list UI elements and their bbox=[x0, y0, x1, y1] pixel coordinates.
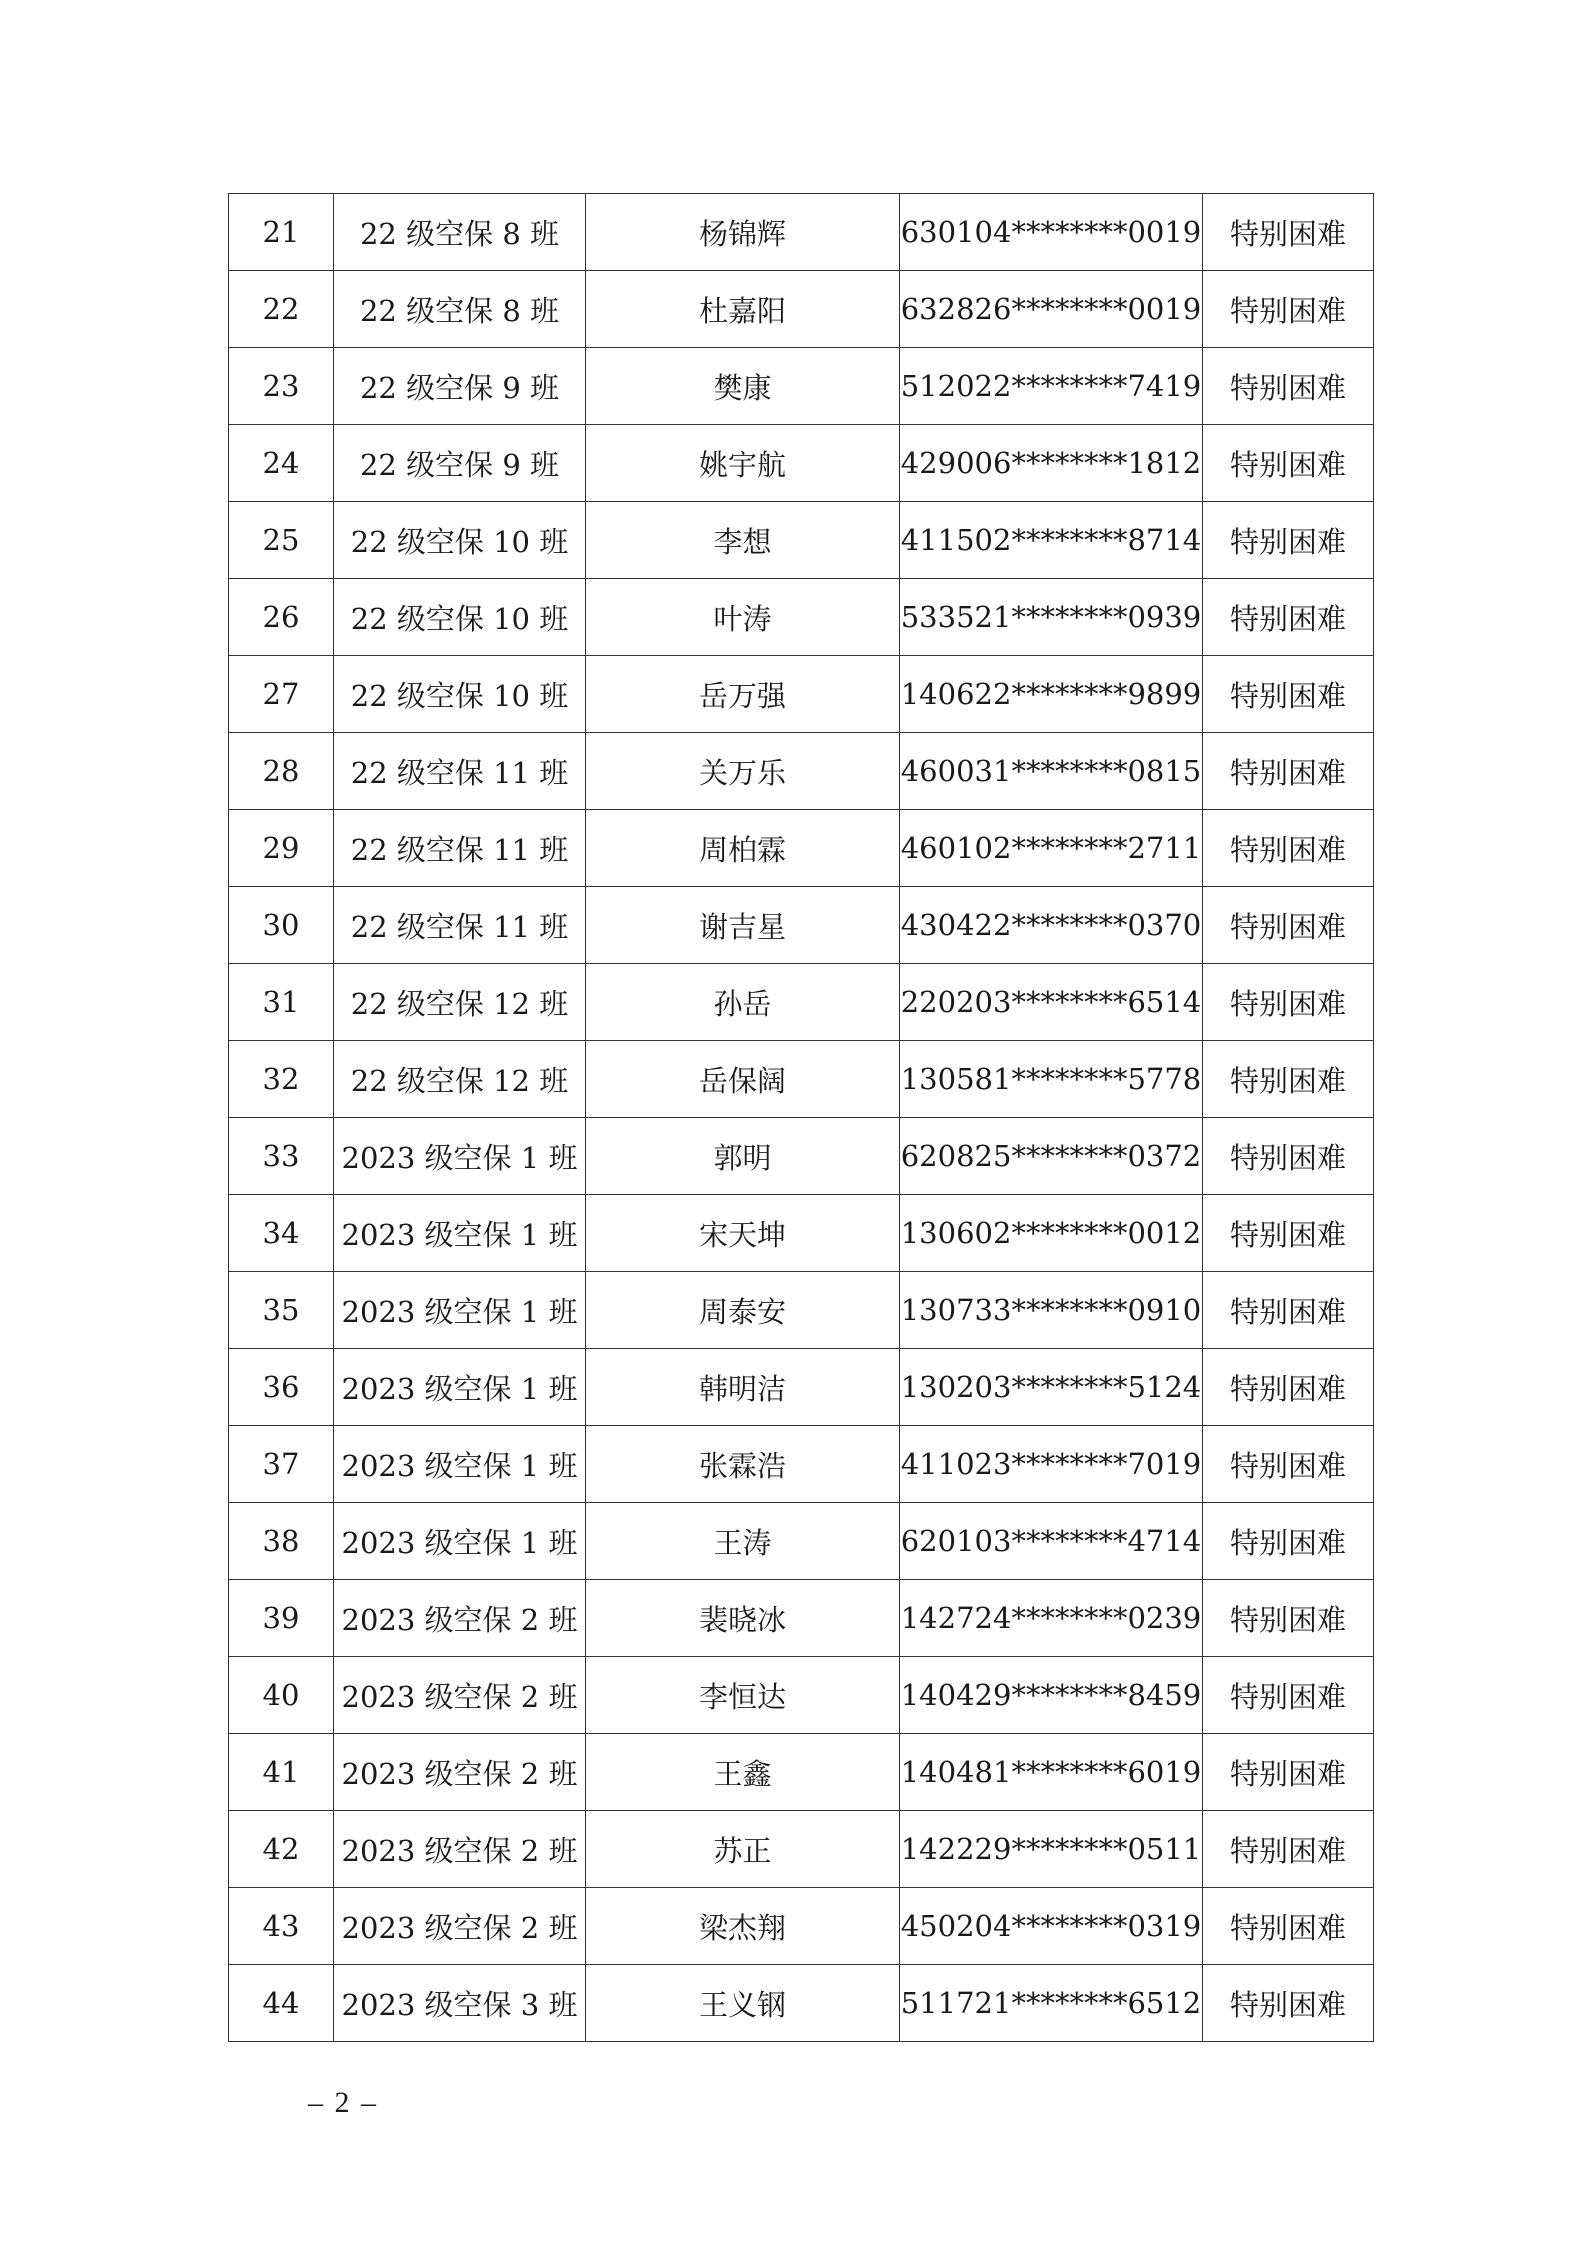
cell-difficulty-level: 特别困难 bbox=[1203, 1888, 1374, 1965]
cell-name: 孙岳 bbox=[586, 964, 900, 1041]
cell-name: 周泰安 bbox=[586, 1272, 900, 1349]
cell-id-number: 630104********0019 bbox=[900, 194, 1203, 271]
table-row bbox=[229, 194, 1374, 271]
cell-number: 31 bbox=[229, 964, 334, 1041]
cell-class: 2023 级空保 2 班 bbox=[334, 1657, 586, 1734]
cell-id-number: 130203********5124 bbox=[900, 1349, 1203, 1426]
cell-id-number: 411023********7019 bbox=[900, 1426, 1203, 1503]
cell-number: 38 bbox=[229, 1503, 334, 1580]
cell-name: 王鑫 bbox=[586, 1734, 900, 1811]
cell-number: 36 bbox=[229, 1349, 334, 1426]
cell-difficulty-level: 特别困难 bbox=[1203, 810, 1374, 887]
table-row bbox=[229, 810, 1374, 887]
table-row bbox=[229, 1811, 1374, 1888]
cell-difficulty-level: 特别困难 bbox=[1203, 1811, 1374, 1888]
cell-name: 樊康 bbox=[586, 348, 900, 425]
cell-name: 宋天坤 bbox=[586, 1195, 900, 1272]
cell-number: 34 bbox=[229, 1195, 334, 1272]
cell-number: 28 bbox=[229, 733, 334, 810]
cell-number: 25 bbox=[229, 502, 334, 579]
cell-name: 郭明 bbox=[586, 1118, 900, 1195]
cell-name: 杨锦辉 bbox=[586, 194, 900, 271]
table-row bbox=[229, 964, 1374, 1041]
cell-difficulty-level: 特别困难 bbox=[1203, 425, 1374, 502]
cell-class: 22 级空保 8 班 bbox=[334, 194, 586, 271]
cell-class: 22 级空保 8 班 bbox=[334, 271, 586, 348]
cell-number: 24 bbox=[229, 425, 334, 502]
cell-difficulty-level: 特别困难 bbox=[1203, 1041, 1374, 1118]
cell-id-number: 533521********0939 bbox=[900, 579, 1203, 656]
cell-id-number: 511721********6512 bbox=[900, 1965, 1203, 2042]
cell-id-number: 220203********6514 bbox=[900, 964, 1203, 1041]
cell-id-number: 620825********0372 bbox=[900, 1118, 1203, 1195]
cell-id-number: 142724********0239 bbox=[900, 1580, 1203, 1657]
cell-number: 21 bbox=[229, 194, 334, 271]
cell-id-number: 430422********0370 bbox=[900, 887, 1203, 964]
cell-number: 26 bbox=[229, 579, 334, 656]
cell-id-number: 450204********0319 bbox=[900, 1888, 1203, 1965]
cell-id-number: 140429********8459 bbox=[900, 1657, 1203, 1734]
cell-class: 2023 级空保 2 班 bbox=[334, 1888, 586, 1965]
cell-difficulty-level: 特别困难 bbox=[1203, 1965, 1374, 2042]
cell-class: 2023 级空保 1 班 bbox=[334, 1118, 586, 1195]
table-row bbox=[229, 1734, 1374, 1811]
cell-number: 37 bbox=[229, 1426, 334, 1503]
cell-id-number: 411502********8714 bbox=[900, 502, 1203, 579]
cell-number: 43 bbox=[229, 1888, 334, 1965]
cell-class: 2023 级空保 2 班 bbox=[334, 1734, 586, 1811]
cell-difficulty-level: 特别困难 bbox=[1203, 887, 1374, 964]
cell-class: 2023 级空保 1 班 bbox=[334, 1195, 586, 1272]
cell-name: 王义钢 bbox=[586, 1965, 900, 2042]
cell-id-number: 130581********5778 bbox=[900, 1041, 1203, 1118]
cell-class: 2023 级空保 1 班 bbox=[334, 1272, 586, 1349]
cell-id-number: 140481********6019 bbox=[900, 1734, 1203, 1811]
cell-difficulty-level: 特别困难 bbox=[1203, 733, 1374, 810]
cell-id-number: 460102********2711 bbox=[900, 810, 1203, 887]
cell-name: 梁杰翔 bbox=[586, 1888, 900, 1965]
cell-name: 韩明洁 bbox=[586, 1349, 900, 1426]
table-row bbox=[229, 1118, 1374, 1195]
cell-difficulty-level: 特别困难 bbox=[1203, 1349, 1374, 1426]
table-row bbox=[229, 271, 1374, 348]
cell-difficulty-level: 特别困难 bbox=[1203, 964, 1374, 1041]
cell-difficulty-level: 特别困难 bbox=[1203, 1503, 1374, 1580]
cell-id-number: 512022********7419 bbox=[900, 348, 1203, 425]
cell-id-number: 140622********9899 bbox=[900, 656, 1203, 733]
table-row bbox=[229, 733, 1374, 810]
table-row bbox=[229, 1657, 1374, 1734]
table-row bbox=[229, 887, 1374, 964]
table-row bbox=[229, 425, 1374, 502]
cell-difficulty-level: 特别困难 bbox=[1203, 1657, 1374, 1734]
cell-name: 裴晓冰 bbox=[586, 1580, 900, 1657]
cell-name: 姚宇航 bbox=[586, 425, 900, 502]
cell-class: 22 级空保 10 班 bbox=[334, 656, 586, 733]
table-row bbox=[229, 1426, 1374, 1503]
cell-class: 22 级空保 12 班 bbox=[334, 964, 586, 1041]
cell-number: 30 bbox=[229, 887, 334, 964]
cell-number: 35 bbox=[229, 1272, 334, 1349]
cell-name: 王涛 bbox=[586, 1503, 900, 1580]
cell-name: 岳保阔 bbox=[586, 1041, 900, 1118]
cell-number: 42 bbox=[229, 1811, 334, 1888]
table-row bbox=[229, 1195, 1374, 1272]
cell-class: 22 级空保 11 班 bbox=[334, 887, 586, 964]
cell-number: 39 bbox=[229, 1580, 334, 1657]
cell-difficulty-level: 特别困难 bbox=[1203, 271, 1374, 348]
table-row bbox=[229, 1349, 1374, 1426]
table-row bbox=[229, 1503, 1374, 1580]
table-row bbox=[229, 1965, 1374, 2042]
cell-difficulty-level: 特别困难 bbox=[1203, 1118, 1374, 1195]
cell-class: 22 级空保 11 班 bbox=[334, 733, 586, 810]
cell-number: 23 bbox=[229, 348, 334, 425]
cell-number: 44 bbox=[229, 1965, 334, 2042]
cell-difficulty-level: 特别困难 bbox=[1203, 1426, 1374, 1503]
cell-difficulty-level: 特别困难 bbox=[1203, 1195, 1374, 1272]
table-row bbox=[229, 1888, 1374, 1965]
cell-number: 32 bbox=[229, 1041, 334, 1118]
cell-number: 40 bbox=[229, 1657, 334, 1734]
cell-class: 22 级空保 9 班 bbox=[334, 425, 586, 502]
cell-class: 22 级空保 9 班 bbox=[334, 348, 586, 425]
table-row bbox=[229, 656, 1374, 733]
table-body bbox=[229, 194, 1374, 2042]
cell-difficulty-level: 特别困难 bbox=[1203, 194, 1374, 271]
table-row bbox=[229, 579, 1374, 656]
cell-name: 李想 bbox=[586, 502, 900, 579]
cell-number: 29 bbox=[229, 810, 334, 887]
cell-class: 2023 级空保 3 班 bbox=[334, 1965, 586, 2042]
cell-id-number: 620103********4714 bbox=[900, 1503, 1203, 1580]
cell-name: 叶涛 bbox=[586, 579, 900, 656]
student-table bbox=[228, 193, 1374, 2042]
cell-class: 2023 级空保 2 班 bbox=[334, 1580, 586, 1657]
cell-difficulty-level: 特别困难 bbox=[1203, 502, 1374, 579]
cell-class: 2023 级空保 1 班 bbox=[334, 1349, 586, 1426]
cell-difficulty-level: 特别困难 bbox=[1203, 1734, 1374, 1811]
table-row bbox=[229, 502, 1374, 579]
cell-id-number: 632826********0019 bbox=[900, 271, 1203, 348]
cell-class: 2023 级空保 1 班 bbox=[334, 1426, 586, 1503]
cell-name: 苏正 bbox=[586, 1811, 900, 1888]
cell-class: 22 级空保 10 班 bbox=[334, 502, 586, 579]
cell-name: 杜嘉阳 bbox=[586, 271, 900, 348]
table-row bbox=[229, 348, 1374, 425]
table-row bbox=[229, 1272, 1374, 1349]
cell-id-number: 142229********0511 bbox=[900, 1811, 1203, 1888]
cell-name: 关万乐 bbox=[586, 733, 900, 810]
cell-class: 2023 级空保 1 班 bbox=[334, 1503, 586, 1580]
cell-difficulty-level: 特别困难 bbox=[1203, 579, 1374, 656]
cell-number: 41 bbox=[229, 1734, 334, 1811]
cell-id-number: 130602********0012 bbox=[900, 1195, 1203, 1272]
page-number: – 2 – bbox=[308, 2086, 378, 2119]
cell-name: 李恒达 bbox=[586, 1657, 900, 1734]
cell-difficulty-level: 特别困难 bbox=[1203, 1272, 1374, 1349]
cell-number: 22 bbox=[229, 271, 334, 348]
cell-difficulty-level: 特别困难 bbox=[1203, 348, 1374, 425]
table-row bbox=[229, 1580, 1374, 1657]
cell-number: 27 bbox=[229, 656, 334, 733]
cell-difficulty-level: 特别困难 bbox=[1203, 1580, 1374, 1657]
cell-id-number: 130733********0910 bbox=[900, 1272, 1203, 1349]
cell-name: 谢吉星 bbox=[586, 887, 900, 964]
cell-name: 周柏霖 bbox=[586, 810, 900, 887]
cell-difficulty-level: 特别困难 bbox=[1203, 656, 1374, 733]
cell-id-number: 429006********1812 bbox=[900, 425, 1203, 502]
table-row bbox=[229, 1041, 1374, 1118]
cell-class: 22 级空保 12 班 bbox=[334, 1041, 586, 1118]
cell-name: 张霖浩 bbox=[586, 1426, 900, 1503]
cell-id-number: 460031********0815 bbox=[900, 733, 1203, 810]
cell-name: 岳万强 bbox=[586, 656, 900, 733]
cell-class: 2023 级空保 2 班 bbox=[334, 1811, 586, 1888]
cell-number: 33 bbox=[229, 1118, 334, 1195]
cell-class: 22 级空保 11 班 bbox=[334, 810, 586, 887]
cell-class: 22 级空保 10 班 bbox=[334, 579, 586, 656]
